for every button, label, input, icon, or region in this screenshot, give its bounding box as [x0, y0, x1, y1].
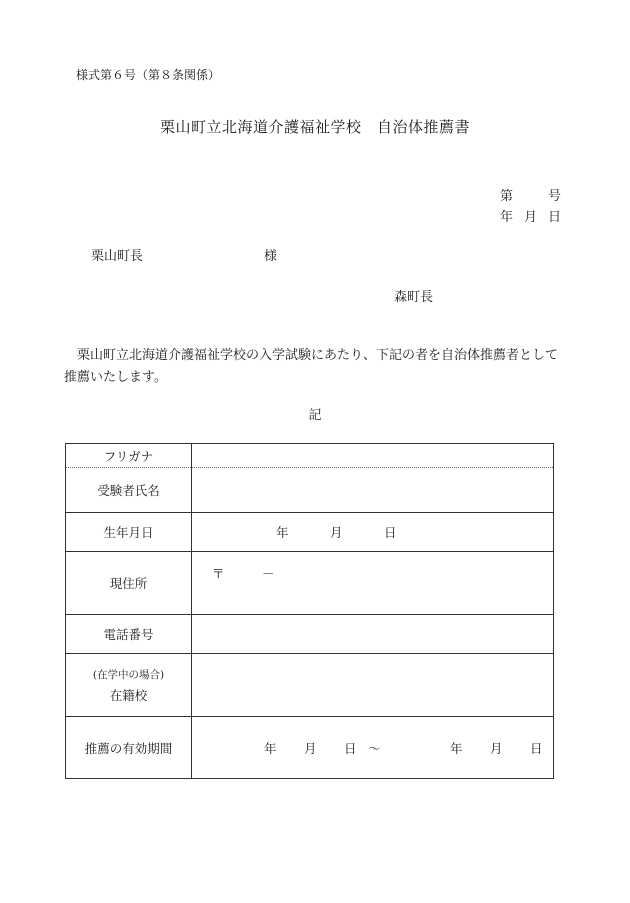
period-start-year-unit: 年: [264, 740, 277, 756]
birthdate-units: [276, 523, 397, 541]
period-start-month-unit: 月: [304, 740, 317, 756]
table-row-telephone: [66, 615, 554, 654]
validity-period-field[interactable]: [192, 717, 554, 779]
document-title: 栗山町立北海道介護福祉学校 自治体推薦書: [159, 118, 470, 136]
address-label: 現住所: [66, 552, 192, 615]
table-row-furigana: [66, 444, 554, 468]
reference-number-prefix: 第: [500, 189, 514, 204]
table-row-birthdate: [66, 513, 554, 552]
birth-year-unit: 年: [276, 525, 289, 540]
birthdate-label: 生年月日: [66, 513, 192, 552]
issue-date-month: 月: [524, 210, 538, 225]
issue-date-year: 年: [500, 210, 514, 225]
school-label: 在籍校: [109, 687, 148, 703]
addressee-name: 栗山町長: [91, 249, 144, 264]
birth-month-unit: 月: [330, 525, 343, 540]
form-number-label: 様式第６号（第８条関係）: [76, 68, 221, 82]
recommendation-table: [65, 443, 554, 779]
sender-name: 森町長: [394, 290, 434, 305]
addressee-honorific: 様: [264, 249, 278, 264]
birth-day-unit: 日: [384, 525, 397, 540]
issue-date-day: 日: [548, 210, 562, 225]
furigana-label: フリガナ: [66, 444, 192, 468]
furigana-field[interactable]: [192, 444, 554, 468]
postal-dash: －: [262, 566, 275, 581]
school-label-cell: [66, 654, 192, 717]
table-row-validity-period: [66, 717, 554, 779]
period-end-month-unit: 月: [490, 740, 503, 756]
body-line-2: 推薦いたします。: [64, 370, 167, 385]
table-row-address: [66, 552, 554, 615]
school-note: (在学中の場合): [92, 668, 165, 681]
reference-number-suffix: 号: [548, 189, 562, 204]
school-field[interactable]: [192, 654, 554, 717]
applicant-name-label: 受験者氏名: [66, 468, 192, 513]
period-end-year-unit: 年: [450, 740, 463, 756]
period-start-day-unit: 日: [344, 740, 357, 756]
table-row-name: [66, 468, 554, 513]
telephone-field[interactable]: [192, 615, 554, 654]
ki-heading: 記: [308, 408, 322, 423]
applicant-name-field[interactable]: [192, 468, 554, 513]
validity-period-label: 推薦の有効期間: [66, 717, 192, 779]
period-tilde: ～: [368, 740, 381, 756]
birthdate-field[interactable]: [192, 513, 554, 552]
postal-mark: 〒: [212, 566, 225, 581]
telephone-label: 電話番号: [66, 615, 192, 654]
validity-period-units: [264, 739, 543, 757]
period-end-day-unit: 日: [530, 740, 543, 756]
reference-number: [500, 185, 561, 204]
address-field[interactable]: [192, 552, 554, 615]
issue-date: [500, 206, 561, 225]
table-row-school: [66, 654, 554, 717]
body-paragraph: [64, 345, 564, 389]
body-line-1: 栗山町立北海道介護福祉学校の入学試験にあたり、下記の者を自治体推薦者として: [77, 348, 559, 363]
postal-code-line: [212, 564, 275, 582]
address-cell: [192, 552, 553, 614]
